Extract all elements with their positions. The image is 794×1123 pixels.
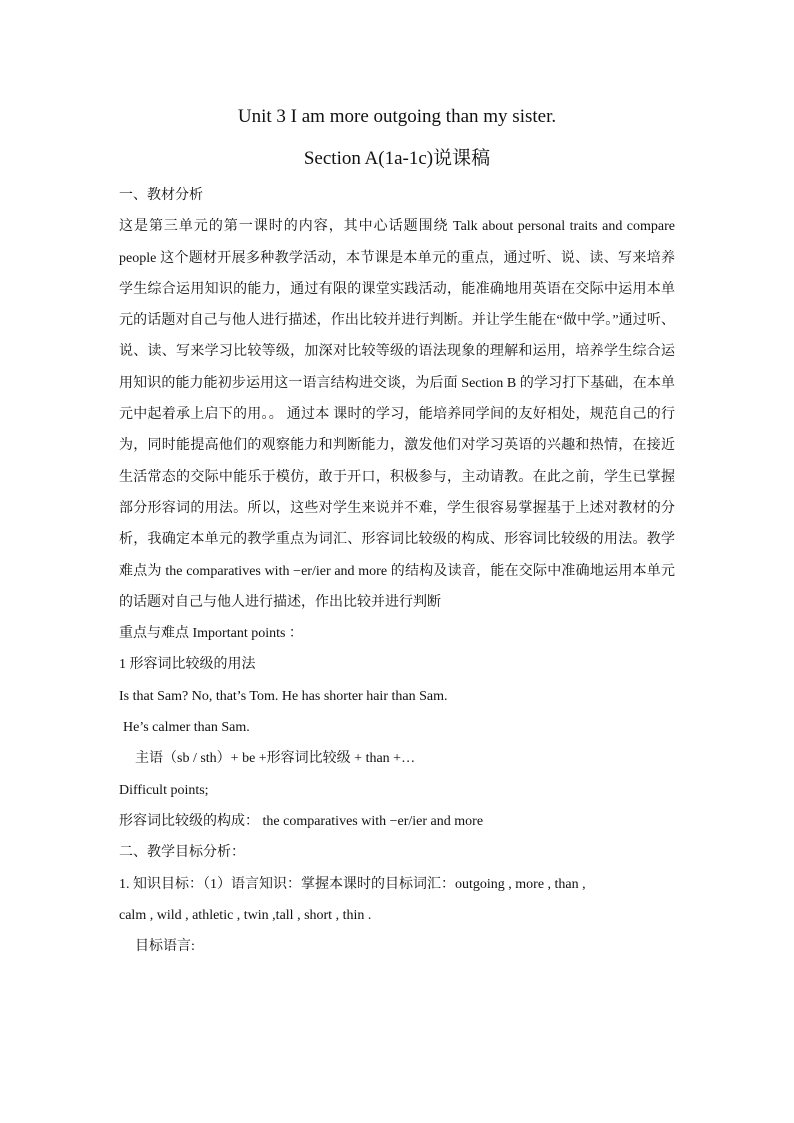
example-sentence-2: He’s calmer than Sam. [123, 720, 250, 736]
grammar-formula: 主语（sb / sth）+ be +形容词比较级 + than +… [135, 751, 416, 767]
difficult-points-text: 形容词比较级的构成： the comparatives with −er/ier and more [119, 813, 484, 829]
difficult-points-heading: Difficult points; [119, 782, 209, 798]
objective-1-line1: 1. 知识目标：（1）语言知识：掌握本课时的目标词汇：outgoing , more , than , [119, 876, 586, 892]
section2-heading: 二、教学目标分析： [119, 845, 245, 861]
section1-heading: 一、教材分析 [119, 188, 203, 203]
document-subtitle: Section A(1a-1c)说课稿 [303, 148, 491, 169]
key-points-heading: 重点与难点 Important points ： [119, 626, 303, 642]
target-language-label: 目标语言: [135, 939, 195, 955]
section1-paragraph: 这是第三单元的第一课时的内容，其中心话题围绕 Talk about personal traits and compare people 这个题材开展多种教学活动，本节课是本单元的重点，通过听、说、读、写来培养学生综合运用知识的能力，通过有限的课堂实践活动，能准确地用英语在交际中运用本单元的话题对自己与他人进行描述，作出比较并进行判断。并让学生能在“做中学。”通过听、说、读、写来学习比较等级，加深对比较等级的语法现象的理解和运用，培养学生综合运用知识的能力能初步运用这一语言结构进交谈，为后面 Section B 的学习打下基础，在本单元中起着承上启下的用。。 通过本 课时的学习，能培养同学间的友好相处，规范自己的行为，同时能提高他们的观察能力和判断能力，激发他们对学习英语的兴趣和热情，在接近生活常态的交际中能乐于模仿，敢于开口，积极参与，主动请教。在此之前，学生已掌握部分形容词的用法。所以，这些对学生来说并不难，学生很容易掌握基于上述对教材的分析，我确定本单元的教学重点为词汇、形容词比较级的构成、形容词比较级的用法。教学难点为 the comparatives with −er/ier and more 的结构及读音，能在交际中准确地运用本单元的话题对自己与他人进行描述，作出比较并进行判断 [119, 219, 675, 610]
objective-1-line2: calm , wild , athletic , twin ,tall , short , thin . [119, 907, 372, 923]
key-point-1: 1 形容词比较级的用法 [119, 657, 256, 673]
document-body [119, 102, 675, 962]
document-title: Unit 3 I am more outgoing than my sister. [237, 106, 557, 127]
example-sentence-1: Is that Sam? No, that’s Tom. He has shorter hair than Sam. [119, 688, 448, 704]
